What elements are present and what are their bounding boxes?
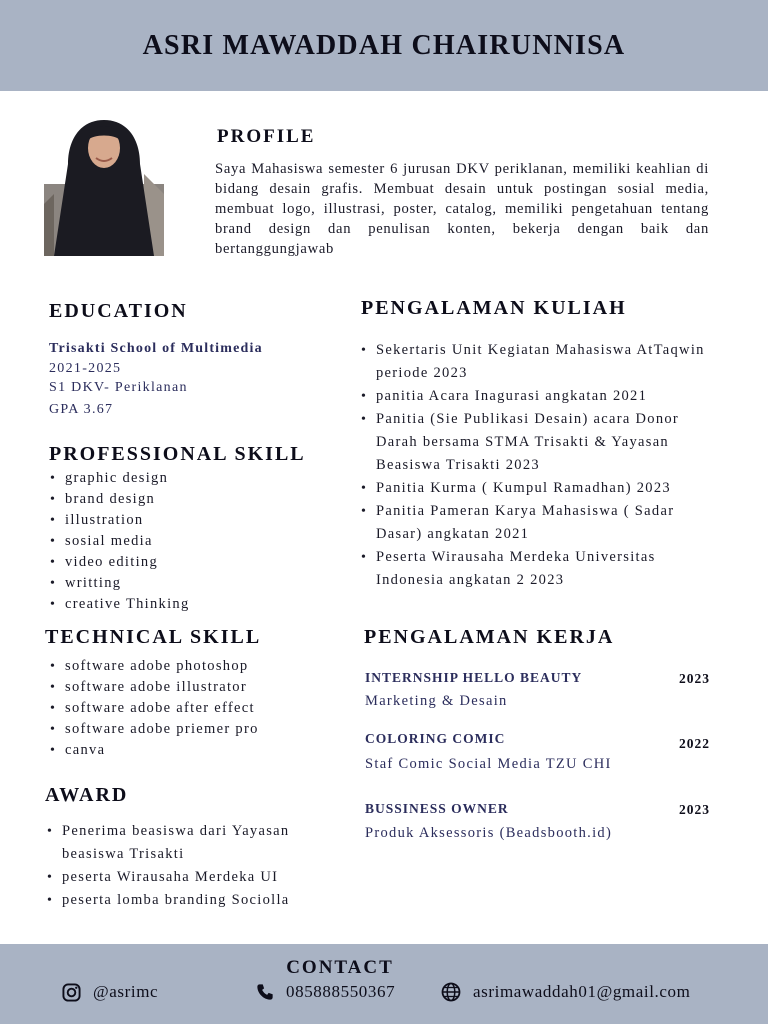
pengalaman-kerja-heading: PENGALAMAN KERJA: [364, 626, 615, 648]
list-item: • Panitia Kurma ( Kumpul Ramadhan) 2023: [360, 477, 720, 500]
instagram-handle: @asrimc: [93, 982, 159, 1001]
education-gpa: GPA 3.67: [49, 401, 114, 417]
list-item: • panitia Acara Inagurasi angkatan 2021: [360, 385, 720, 408]
list-item: • Peserta Wirausaha Merdeka Universitas Indonesia angkatan 2 2023: [360, 546, 720, 592]
education-school: Trisakti School of Multimedia: [49, 341, 263, 356]
list-item: • brand design: [49, 489, 190, 510]
list-item: • peserta Wirausaha Merdeka UI: [46, 866, 336, 889]
list-item: • sosial media: [49, 531, 190, 552]
list-item: • canva: [49, 740, 259, 761]
professional-skill-list: [49, 468, 190, 615]
phone-number: 085888550367: [286, 982, 396, 1001]
list-item: • software adobe after effect: [49, 698, 259, 719]
list-item: • video editing: [49, 552, 190, 573]
job-role: Produk Aksessoris (Beadsbooth.id): [365, 825, 613, 841]
email-address: asrimawaddah01@gmail.com: [473, 982, 691, 1001]
award-heading: AWARD: [45, 784, 129, 806]
list-item: • Sekertaris Unit Kegiatan Mahasiswa AtTaqwin periode 2023: [360, 339, 720, 385]
job-entry: [365, 731, 710, 773]
list-item: • Panitia Pameran Karya Mahasiswa ( Sadar Dasar) angkatan 2021: [360, 500, 720, 546]
phone-icon: [256, 983, 274, 1001]
job-role: Marketing & Desain: [365, 693, 508, 709]
profile-heading: PROFILE: [217, 126, 316, 147]
job-entry: [365, 670, 710, 710]
pengalaman-kuliah-heading: PENGALAMAN KULIAH: [361, 297, 627, 319]
list-item: • software adobe photoshop: [49, 656, 259, 677]
job-year: 2022: [679, 736, 710, 751]
list-item: • Penerima beasiswa dari Yayasan beasiswa Trisakti: [46, 820, 336, 866]
job-title: INTERNSHIP HELLO BEAUTY: [365, 670, 583, 685]
contact-email[interactable]: [441, 982, 690, 1002]
list-item: • writting: [49, 573, 190, 594]
education-years: 2021-2025: [49, 360, 122, 376]
job-title: COLORING COMIC: [365, 731, 506, 746]
job-year: 2023: [679, 802, 710, 817]
contact-instagram[interactable]: [62, 982, 158, 1002]
instagram-icon: [62, 983, 81, 1002]
pengalaman-kuliah-list: [360, 339, 720, 592]
list-item: • creative Thinking: [49, 594, 190, 615]
list-item: • illustration: [49, 510, 190, 531]
list-item: • graphic design: [49, 468, 190, 489]
list-item: • Panitia (Sie Publikasi Desain) acara Donor Darah bersama STMA Trisakti & Yayasan Beasiswa Trisakti 2023: [360, 408, 720, 477]
job-role: Staf Comic Social Media TZU CHI: [365, 756, 612, 772]
contact-heading: CONTACT: [286, 957, 394, 978]
list-item: • software adobe priemer pro: [49, 719, 259, 740]
job-entry: [365, 801, 710, 842]
education-heading: EDUCATION: [49, 300, 188, 322]
profile-photo: [44, 114, 164, 256]
globe-icon: [441, 982, 461, 1002]
education-program: S1 DKV- Periklanan: [49, 380, 188, 395]
contact-phone[interactable]: [256, 982, 395, 1002]
award-list: [46, 820, 336, 912]
page-title: ASRI MAWADDAH CHAIRUNNISA: [142, 30, 626, 61]
professional-skill-heading: PROFESSIONAL SKILL: [49, 443, 306, 465]
profile-text: Saya Mahasiswa semester 6 jurusan DKV periklanan, memiliki keahlian di bidang desain grafis. Membuat desain untuk postingan sosial media, membuat logo, illustrasi, poster, catalog, memiliki pengetahuan tentang brand design dan penulisan konten, bekerja dengan baik dan bertanggungjawab: [215, 161, 709, 257]
technical-skill-heading: TECHNICAL SKILL: [45, 626, 262, 648]
list-item: • software adobe illustrator: [49, 677, 259, 698]
job-year: 2023: [679, 671, 710, 686]
avatar: [44, 114, 164, 256]
education-block: [49, 339, 263, 419]
list-item: • peserta lomba branding Sociolla: [46, 889, 336, 912]
job-title: BUSSINESS OWNER: [365, 801, 509, 816]
technical-skill-list: [49, 656, 259, 761]
